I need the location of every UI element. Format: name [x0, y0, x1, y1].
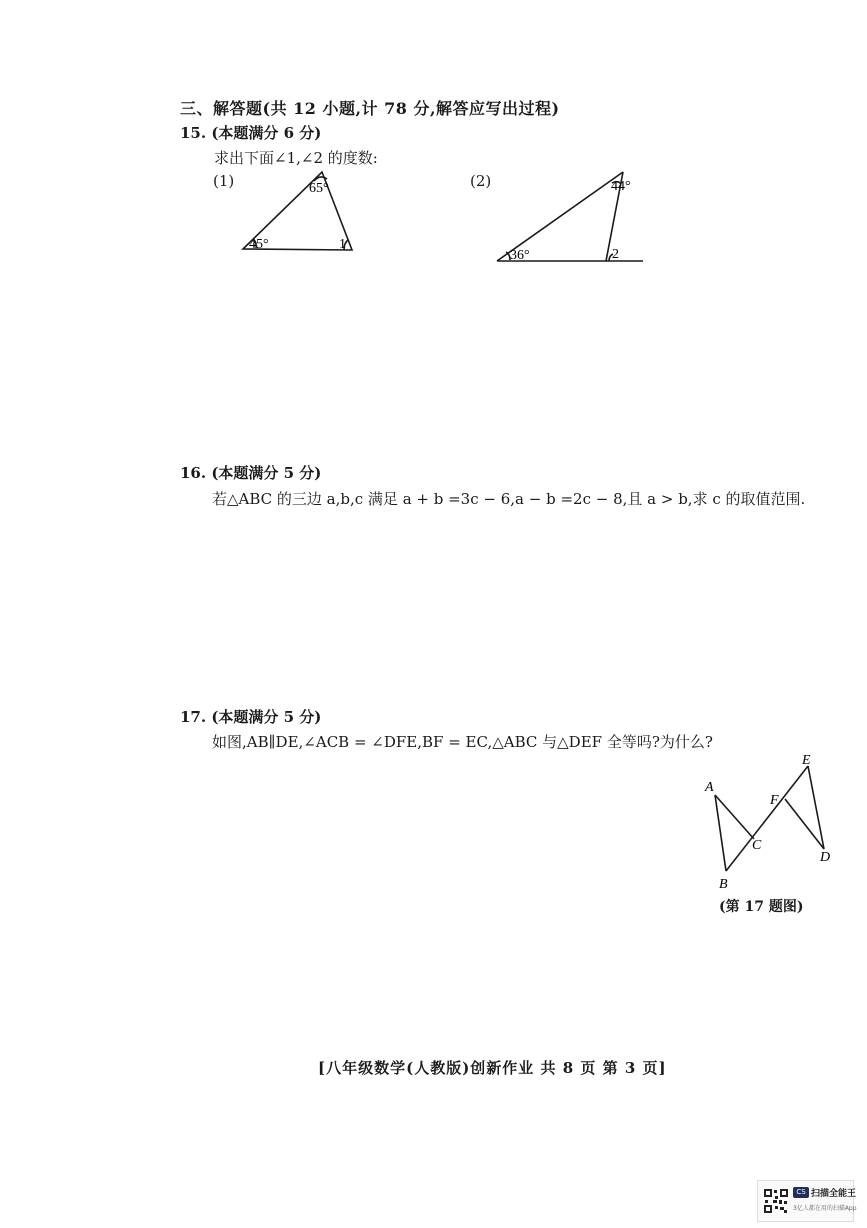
q15-fig1-angle-left: 45° — [249, 237, 269, 252]
cs-logo-icon: CS — [793, 1187, 809, 1198]
section-header: 三、解答题(共 12 小题,计 78 分,解答应写出过程) — [180, 99, 560, 118]
q15-fig1-angle-top: 65° — [309, 181, 329, 196]
q17-figure-lines — [715, 766, 824, 871]
q17-text: 如图,AB∥DE,∠ACB = ∠DFE,BF = EC,△ABC 与△DEF 全等吗?为什么? — [212, 733, 713, 751]
q15-fig2-angle-right: 2 — [612, 247, 619, 262]
q15-fig2-label: (2) — [470, 172, 492, 190]
page-footer: [八年级数学(人教版)创新作业 共 8 页 第 3 页] — [318, 1059, 667, 1077]
q17-point-e: E — [802, 753, 811, 768]
qr-code-icon — [763, 1188, 789, 1214]
q15-figures — [0, 0, 867, 300]
q16-text: 若△ABC 的三边 a,b,c 满足 a + b =3c − 6,a − b =2c − 8,且 a > b,求 c 的取值范围. — [212, 490, 806, 508]
watermark-subtitle: 3亿人都在用的扫描App — [793, 1205, 857, 1212]
q17-point-f: F — [770, 793, 779, 808]
q17-point-c: C — [752, 838, 762, 853]
q15-text: 求出下面∠1,∠2 的度数: — [214, 149, 378, 167]
q15-fig1-angle-right: 1 — [339, 237, 346, 252]
scanner-watermark — [757, 1180, 857, 1222]
q15-fig2-angle-left: 36° — [510, 248, 530, 263]
q17-figure-caption: (第 17 题图) — [719, 899, 804, 915]
q17-figure — [690, 745, 850, 895]
q17-heading: 17. (本题满分 5 分) — [180, 708, 322, 726]
q15-fig1-label: (1) — [213, 172, 235, 190]
q16-heading: 16. (本题满分 5 分) — [180, 464, 322, 482]
q15-fig2-angle-top: 44° — [611, 179, 631, 194]
q15-heading: 15. (本题满分 6 分) — [180, 124, 322, 142]
q17-point-a: A — [705, 780, 714, 795]
q17-point-b: B — [719, 877, 728, 892]
q17-point-d: D — [820, 850, 831, 865]
watermark-brand: 扫描全能王 — [811, 1189, 857, 1199]
